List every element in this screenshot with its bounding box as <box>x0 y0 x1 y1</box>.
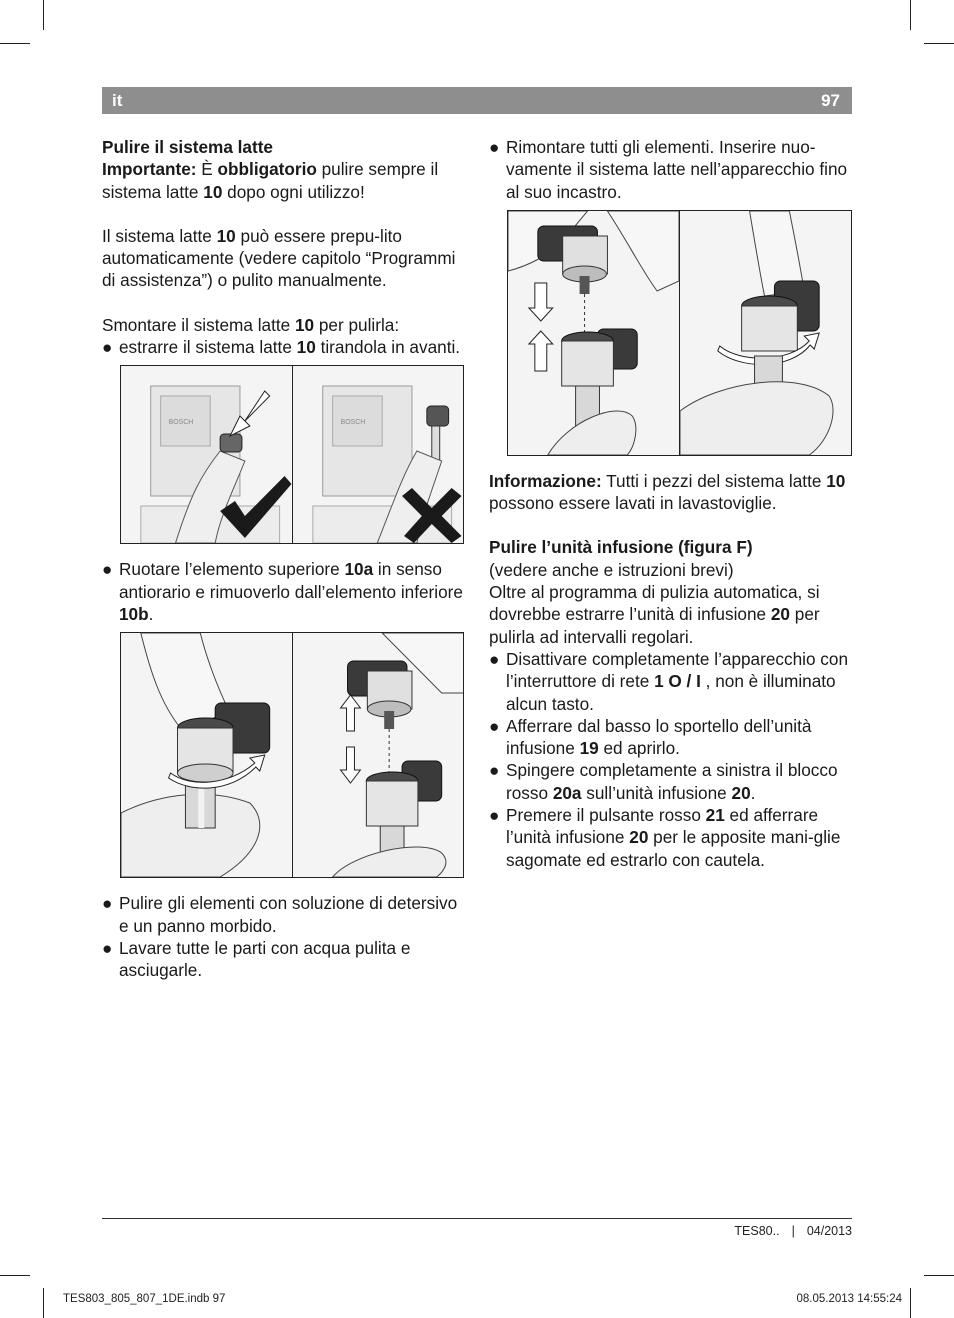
figure-panel-lock <box>679 211 851 455</box>
paragraph: Oltre al programma di pulizia automatica, si dovrebbe estrarre l’unità di infusione 20 per pulirla ad intervalli regolari. <box>489 582 820 647</box>
footer-rule <box>102 1218 852 1219</box>
paragraph: Il sistema latte 10 può essere prepu-lito automaticamente (vedere capitolo “Programmi di assistenza”) o pulito manualmente. <box>102 225 456 291</box>
crop-mark <box>924 43 954 44</box>
section-heading: Pulire l’unità infusione (figura F) <box>489 537 753 558</box>
figure-panel-join <box>508 211 679 455</box>
info-note: Informazione: Tutti i pezzi del sistema latte 10 possono essere lavati in lavastoviglie. <box>489 470 846 514</box>
figure-panel-wrong <box>292 366 464 543</box>
language-code: it <box>112 91 123 110</box>
list-item: ● Lavare tutte le parti con acqua pulita e asciugarle. <box>102 937 411 981</box>
list-item: ● Rimontare tutti gli elementi. Inserire nuo-vamente il sistema latte nell’apparecchio fino al suo incastro. <box>489 137 848 202</box>
brand-logo-text: BOSCH <box>168 419 194 427</box>
figure-rotate-upper-element <box>120 632 464 878</box>
right-column <box>489 136 852 871</box>
list-item: ● Ruotare l’elemento superiore 10a in senso antiorario e rimuoverlo dall’elemento inferiore 10b. <box>102 559 463 624</box>
list-item: ● Pulire gli elementi con soluzione di detersivo e un panno morbido. <box>102 893 458 936</box>
crop-mark <box>0 1275 30 1276</box>
figure-remove-milk-system <box>120 365 464 544</box>
footer-date: 04/2013 <box>806 1224 852 1238</box>
list-item: ● estrarre il sistema latte 10 tirandola in avanti. <box>102 337 461 358</box>
section-heading: Pulire il sistema latte <box>102 137 273 157</box>
print-slug-file: TES803_805_807_1DE.indb 97 <box>63 1293 226 1305</box>
page-footer <box>734 1224 852 1238</box>
figure-reassemble <box>507 210 852 456</box>
footer-separator: | <box>791 1224 795 1238</box>
footer-model: TES80.. <box>734 1224 780 1238</box>
print-slug-timestamp: 08.05.2013 14:55:24 <box>796 1293 902 1305</box>
brand-logo-text: BOSCH <box>340 419 365 427</box>
page-header-bar <box>102 87 852 114</box>
paragraph: Smontare il sistema latte 10 per pulirla: <box>102 314 400 335</box>
important-note: Importante: È obbligatorio pulire sempre il sistema latte 10 dopo ogni utilizzo! <box>102 159 439 202</box>
figure-panel-separate <box>292 633 464 877</box>
crop-mark <box>924 1275 954 1276</box>
crop-mark <box>0 43 30 44</box>
crop-mark <box>910 0 911 30</box>
subheading: (vedere anche e istruzioni brevi) <box>489 559 734 580</box>
page-number: 97 <box>821 91 840 110</box>
crop-mark <box>910 1288 911 1318</box>
list-item: ● Afferrare dal basso lo sportello dell’unità infusione 19 ed aprirlo. <box>489 715 812 759</box>
crop-mark <box>43 0 44 30</box>
figure-panel-rotate <box>121 633 292 877</box>
left-column <box>102 136 464 981</box>
list-item: ● Spingere completamente a sinistra il blocco rosso 20a sull’unità infusione 20. <box>489 760 838 803</box>
list-item: ● Disattivare completamente l’apparecchio con l’interruttore di rete 1 O / I , non è illuminato alcun tasto. <box>489 648 849 714</box>
figure-panel-correct <box>121 366 292 543</box>
crop-mark <box>43 1288 44 1318</box>
list-item: ● Premere il pulsante rosso 21 ed afferrare l’unità infusione 20 per le apposite mani-glie sagomate ed estrarlo con cautela. <box>489 805 841 870</box>
